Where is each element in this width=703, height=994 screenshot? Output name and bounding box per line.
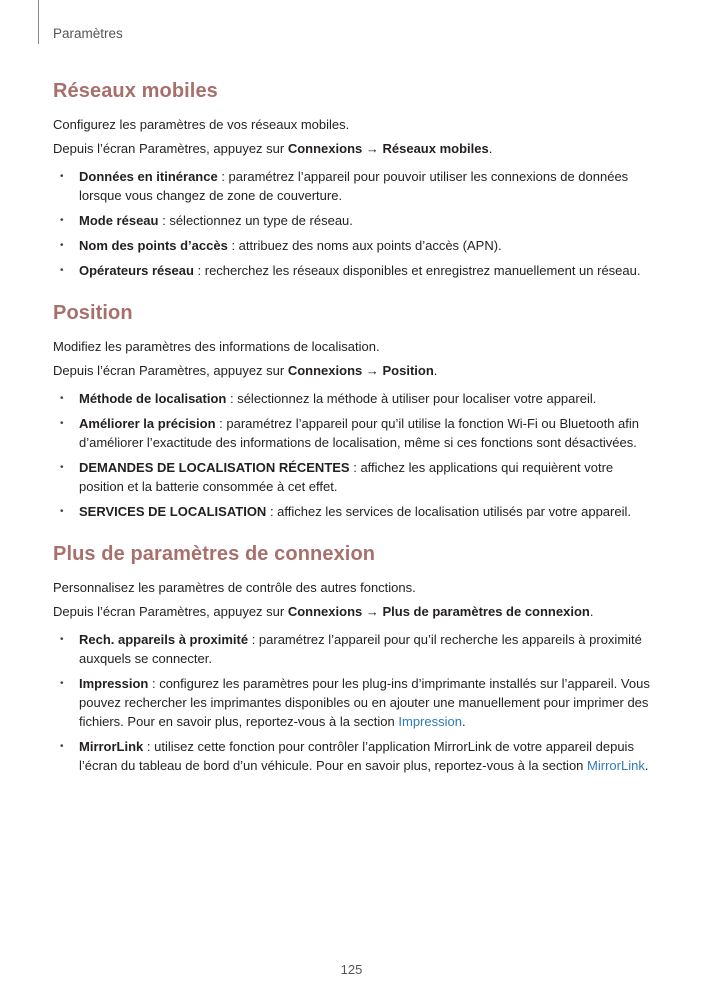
path-arrow: → [362, 363, 383, 378]
section-title: Position [53, 302, 133, 324]
item-term: DEMANDES DE LOCALISATION RÉCENTES [79, 460, 350, 475]
section-reseaux-mobiles [53, 80, 653, 280]
navigation-path [53, 139, 653, 159]
option-list [53, 630, 653, 775]
list-item [53, 211, 653, 230]
mirrorlink-link[interactable]: MirrorLink [587, 758, 645, 773]
item-text: : sélectionnez un type de réseau. [158, 213, 353, 228]
item-text: : recherchez les réseaux disponibles et enregistrez manuellement un réseau. [193, 263, 641, 278]
item-text: : configurez les paramètres pour les plug-ins d’imprimante installés sur l’appareil. Vous pouvez rechercher les imprimantes disponibles ou en ajouter une manuellement pour imprimer des fichiers. Pour en savoir plus, reportez-vous à la section [79, 676, 650, 729]
item-text: : sélectionnez la méthode à utiliser pour localiser votre appareil. [226, 391, 597, 406]
page-content [53, 80, 653, 797]
item-term: Mode réseau [79, 213, 159, 228]
section-intro: Personnalisez les paramètres de contrôle des autres fonctions. [53, 580, 416, 595]
item-text: : affichez les services de localisation utilisés par votre appareil. [266, 504, 631, 519]
item-term: Rech. appareils à proximité [79, 632, 249, 647]
bullet-icon: • [60, 393, 64, 404]
path-step: Connexions [287, 141, 363, 156]
item-term: Nom des points d’accès [79, 238, 228, 253]
path-end: . [433, 363, 438, 378]
path-end: . [589, 604, 594, 619]
list-item [53, 261, 653, 280]
path-prefix: Depuis l’écran Paramètres, appuyez sur [53, 363, 288, 378]
item-text-end: . [461, 714, 466, 729]
section-title: Réseaux mobiles [53, 80, 218, 102]
path-end: . [488, 141, 493, 156]
bullet-icon: • [60, 462, 64, 473]
list-item [53, 414, 653, 452]
list-item [53, 458, 653, 496]
item-text: : attribuez des noms aux points d’accès (APN). [227, 238, 502, 253]
item-text: : utilisez cette fonction pour contrôler l’application MirrorLink de votre appareil depuis l’écran du tableau de bord d’un véhicule. Pour en savoir plus, reportez-vous à la section [79, 739, 634, 773]
bullet-icon: • [60, 634, 64, 645]
bullet-icon: • [60, 741, 64, 752]
path-step: Plus de paramètres de connexion [382, 604, 590, 619]
item-term: Impression [79, 676, 149, 691]
header-rule [38, 0, 39, 44]
item-text-end: . [644, 758, 649, 773]
section-plus-de-parametres [53, 543, 653, 775]
item-text: : paramétrez l’appareil pour qu’il recherche les appareils à proximité auxquels se connecter. [79, 632, 642, 666]
bullet-icon: • [60, 215, 64, 226]
bullet-icon: • [60, 678, 64, 689]
bullet-icon: • [60, 265, 64, 276]
list-item [53, 236, 653, 255]
option-list [53, 167, 653, 280]
option-list [53, 389, 653, 521]
section-intro: Configurez les paramètres de vos réseaux mobiles. [53, 117, 350, 132]
section-title: Plus de paramètres de connexion [53, 543, 376, 565]
item-term: Opérateurs réseau [79, 263, 194, 278]
list-item [53, 389, 653, 408]
item-text: : paramétrez l’appareil pour pouvoir utiliser les connexions de données lorsque vous changez de zone de couverture. [79, 169, 629, 203]
item-term: SERVICES DE LOCALISATION [79, 504, 267, 519]
bullet-icon: • [60, 418, 64, 429]
list-item [53, 737, 653, 775]
list-item [53, 630, 653, 668]
item-term: Méthode de localisation [79, 391, 227, 406]
path-step: Connexions [287, 363, 363, 378]
section-intro: Modifiez les paramètres des informations de localisation. [53, 339, 380, 354]
path-prefix: Depuis l’écran Paramètres, appuyez sur [53, 141, 288, 156]
navigation-path [53, 361, 653, 381]
path-arrow: → [362, 141, 383, 156]
item-text: : affichez les applications qui requièrent votre position et la batterie consommée à cet effet. [79, 460, 614, 494]
impression-link[interactable]: Impression [398, 714, 462, 729]
item-text: : paramétrez l’appareil pour qu’il utilise la fonction Wi-Fi ou Bluetooth afin d’améliorer l’exactitude des informations de localisation, même si ces fonctions sont désactivées. [79, 416, 639, 450]
section-position [53, 302, 653, 521]
navigation-path [53, 602, 653, 622]
path-step: Connexions [287, 604, 363, 619]
item-term: Améliorer la précision [79, 416, 216, 431]
list-item [53, 167, 653, 205]
item-term: Données en itinérance [79, 169, 218, 184]
path-step: Position [382, 363, 434, 378]
path-arrow: → [362, 604, 383, 619]
path-step: Réseaux mobiles [382, 141, 489, 156]
list-item [53, 502, 653, 521]
path-prefix: Depuis l’écran Paramètres, appuyez sur [53, 604, 288, 619]
page-number: 125 [340, 962, 363, 977]
list-item [53, 674, 653, 731]
bullet-icon: • [60, 171, 64, 182]
running-header: Paramètres [53, 26, 123, 41]
item-term: MirrorLink [79, 739, 144, 754]
bullet-icon: • [60, 506, 64, 517]
bullet-icon: • [60, 240, 64, 251]
